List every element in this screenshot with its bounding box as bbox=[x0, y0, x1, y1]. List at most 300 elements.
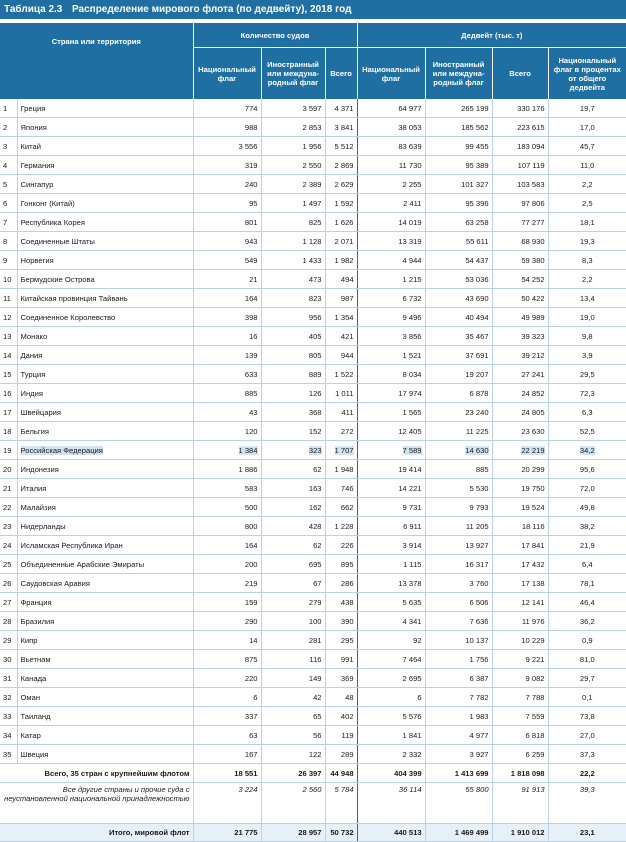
cell-dwt-total bbox=[492, 137, 548, 156]
cell-ships-foreign bbox=[261, 441, 325, 460]
cell-dwt-foreign-value: 54 437 bbox=[465, 255, 489, 265]
cell-ships-total-value: 48 bbox=[345, 692, 354, 702]
table-row bbox=[0, 707, 626, 726]
row-number: 31 bbox=[0, 669, 17, 688]
row-number: 13 bbox=[0, 327, 17, 346]
table-row bbox=[0, 650, 626, 669]
cell-dwt-foreign bbox=[425, 441, 492, 460]
cell-share bbox=[548, 346, 626, 365]
country-name-text: Гонконг (Китай) bbox=[20, 198, 75, 208]
cell-ships-total-value: 895 bbox=[340, 559, 354, 569]
cell-ships-national-value: 875 bbox=[244, 654, 258, 664]
cell-ships-national-value: 159 bbox=[244, 597, 258, 607]
cell-dwt-national-value: 6 bbox=[417, 692, 422, 702]
cell-share-value: 6,4 bbox=[582, 559, 593, 569]
cell-dwt-foreign bbox=[425, 194, 492, 213]
cell-ships-national-value: 290 bbox=[244, 616, 258, 626]
cell-dwt-foreign-value: 11 205 bbox=[465, 521, 489, 531]
table-header bbox=[0, 23, 626, 99]
cell-dwt-national-value: 83 639 bbox=[398, 141, 422, 151]
row-number: 19 bbox=[0, 441, 17, 460]
cell-ships-national-value: 800 bbox=[244, 521, 258, 531]
cell-dwt-national-value: 4 341 bbox=[402, 616, 422, 626]
country-name-text: Таиланд bbox=[20, 711, 51, 721]
cell-share-value: 73,8 bbox=[579, 711, 595, 721]
cell-ships-foreign bbox=[261, 593, 325, 612]
cell-dwt-total bbox=[492, 194, 548, 213]
cell-dwt-national bbox=[357, 308, 425, 327]
cell-ships-national bbox=[193, 156, 261, 175]
cell-dwt-total bbox=[492, 118, 548, 137]
cell-dwt-national bbox=[357, 270, 425, 289]
cell-ships-foreign-value: 56 bbox=[313, 730, 322, 740]
cell-dwt-national bbox=[357, 213, 425, 232]
cell-dwt-national bbox=[357, 346, 425, 365]
cell-ships-foreign-value: 3 597 bbox=[302, 103, 322, 113]
cell-ships-foreign-value: 405 bbox=[308, 331, 322, 341]
cell-dwt-national-value: 7 464 bbox=[402, 654, 422, 664]
table-row bbox=[0, 745, 626, 764]
cell-ships-total-value: 944 bbox=[340, 350, 354, 360]
cell-ships-national bbox=[193, 498, 261, 517]
grand-dwt-national: 440 513 bbox=[357, 824, 425, 842]
cell-dwt-national bbox=[357, 384, 425, 403]
country-name-text: Нидерланды bbox=[20, 521, 66, 531]
table-row bbox=[0, 251, 626, 270]
country-name bbox=[17, 441, 193, 460]
cell-dwt-foreign-value: 7 636 bbox=[469, 616, 489, 626]
cell-dwt-national-value: 2 411 bbox=[403, 198, 422, 208]
cell-share bbox=[548, 650, 626, 669]
cell-ships-total-value: 411 bbox=[341, 407, 354, 417]
row-number: 12 bbox=[0, 308, 17, 327]
country-name bbox=[17, 726, 193, 745]
cell-share-value: 29,5 bbox=[579, 369, 595, 379]
cell-ships-national bbox=[193, 270, 261, 289]
cell-dwt-national bbox=[357, 137, 425, 156]
row-number: 26 bbox=[0, 574, 17, 593]
table-row bbox=[0, 137, 626, 156]
country-name bbox=[17, 232, 193, 251]
col-group-ships: Количество судов bbox=[193, 23, 357, 48]
cell-share bbox=[548, 365, 626, 384]
cell-ships-national-value: 219 bbox=[244, 578, 258, 588]
cell-ships-total bbox=[325, 517, 357, 536]
cell-share bbox=[548, 118, 626, 137]
cell-share bbox=[548, 745, 626, 764]
cell-share-value: 9,8 bbox=[582, 331, 593, 341]
cell-share-value: 19,7 bbox=[579, 103, 595, 113]
cell-dwt-national bbox=[357, 688, 425, 707]
cell-ships-foreign-value: 42 bbox=[313, 692, 322, 702]
cell-dwt-national-value: 19 414 bbox=[398, 464, 422, 474]
cell-ships-national bbox=[193, 517, 261, 536]
cell-dwt-foreign bbox=[425, 384, 492, 403]
cell-share-value: 8,3 bbox=[582, 255, 593, 265]
table-row bbox=[0, 365, 626, 384]
cell-ships-national bbox=[193, 593, 261, 612]
table-row bbox=[0, 479, 626, 498]
cell-dwt-foreign-value: 9 793 bbox=[469, 502, 489, 512]
cell-ships-foreign-value: 2 853 bbox=[302, 122, 322, 132]
cell-dwt-total-value: 20 299 bbox=[521, 464, 545, 474]
cell-dwt-foreign bbox=[425, 99, 492, 118]
cell-dwt-national-value: 5 576 bbox=[402, 711, 422, 721]
table-row bbox=[0, 593, 626, 612]
country-name-text: Греция bbox=[20, 103, 46, 113]
cell-dwt-total bbox=[492, 403, 548, 422]
cell-dwt-foreign-value: 6 878 bbox=[469, 388, 489, 398]
cell-dwt-total bbox=[492, 327, 548, 346]
cell-dwt-total bbox=[492, 441, 548, 460]
cell-dwt-national bbox=[357, 289, 425, 308]
country-name-text: Бельгия bbox=[20, 426, 49, 436]
cell-ships-foreign-value: 1 128 bbox=[302, 236, 322, 246]
cell-share bbox=[548, 232, 626, 251]
country-name bbox=[17, 175, 193, 194]
row-number: 5 bbox=[0, 175, 17, 194]
country-name-text: Бразилия bbox=[20, 616, 55, 626]
cell-dwt-total-value: 9 221 bbox=[525, 654, 545, 664]
cell-share bbox=[548, 289, 626, 308]
country-name-text: Соединенное Королевство bbox=[20, 312, 116, 322]
cell-share-value: 19,0 bbox=[579, 312, 595, 322]
cell-dwt-total bbox=[492, 593, 548, 612]
cell-share bbox=[548, 479, 626, 498]
cell-ships-national bbox=[193, 327, 261, 346]
cell-ships-national bbox=[193, 688, 261, 707]
cell-ships-national bbox=[193, 631, 261, 650]
table-row bbox=[0, 194, 626, 213]
cell-dwt-national-value: 12 405 bbox=[398, 426, 422, 436]
cell-ships-foreign-value: 1 433 bbox=[302, 255, 322, 265]
cell-ships-national bbox=[193, 232, 261, 251]
country-name bbox=[17, 460, 193, 479]
col-header-country: Страна или территория bbox=[0, 23, 193, 99]
table-title-bar bbox=[0, 0, 626, 19]
country-name-text: Италия bbox=[20, 483, 47, 493]
country-name bbox=[17, 289, 193, 308]
cell-share bbox=[548, 498, 626, 517]
country-name-text: Индия bbox=[20, 388, 43, 398]
country-name bbox=[17, 403, 193, 422]
cell-ships-foreign-value: 62 bbox=[313, 540, 322, 550]
cell-dwt-national-value: 17 974 bbox=[398, 388, 422, 398]
country-name bbox=[17, 270, 193, 289]
country-name bbox=[17, 213, 193, 232]
country-name-text: Российская Федерация bbox=[20, 445, 103, 455]
cell-share bbox=[548, 669, 626, 688]
cell-ships-total-value: 1 354 bbox=[334, 312, 354, 322]
country-name-text: Швейцария bbox=[20, 407, 62, 417]
country-name bbox=[17, 650, 193, 669]
cell-ships-total-value: 991 bbox=[340, 654, 354, 664]
cell-dwt-total bbox=[492, 707, 548, 726]
cell-ships-national bbox=[193, 99, 261, 118]
cell-share-value: 6,3 bbox=[582, 407, 593, 417]
country-name-text: Китай bbox=[20, 141, 42, 151]
cell-share-value: 2,2 bbox=[582, 274, 593, 284]
cell-ships-total-value: 1 982 bbox=[334, 255, 354, 265]
country-name bbox=[17, 498, 193, 517]
row-number: 15 bbox=[0, 365, 17, 384]
cell-dwt-national bbox=[357, 555, 425, 574]
cell-dwt-foreign bbox=[425, 631, 492, 650]
row-number: 21 bbox=[0, 479, 17, 498]
cell-share-value: 34,2 bbox=[579, 445, 595, 455]
cell-dwt-total bbox=[492, 156, 548, 175]
cell-ships-total-value: 1 948 bbox=[334, 464, 354, 474]
table-row bbox=[0, 498, 626, 517]
grand-ships-foreign: 28 957 bbox=[261, 824, 325, 842]
cell-dwt-foreign-value: 23 240 bbox=[465, 407, 489, 417]
cell-ships-national-value: 240 bbox=[244, 179, 258, 189]
cell-dwt-national bbox=[357, 574, 425, 593]
cell-dwt-foreign-value: 10 137 bbox=[465, 635, 489, 645]
cell-ships-foreign-value: 428 bbox=[308, 521, 322, 531]
cell-dwt-foreign bbox=[425, 593, 492, 612]
table-row bbox=[0, 270, 626, 289]
cell-share bbox=[548, 460, 626, 479]
country-name-text: Германия bbox=[20, 160, 55, 170]
cell-dwt-total bbox=[492, 498, 548, 517]
country-name bbox=[17, 308, 193, 327]
cell-dwt-total-value: 59 380 bbox=[521, 255, 545, 265]
cell-ships-national-value: 6 bbox=[253, 692, 258, 702]
country-name-text: Бермудские Острова bbox=[20, 274, 95, 284]
cell-dwt-total-value: 49 989 bbox=[521, 312, 545, 322]
country-name bbox=[17, 536, 193, 555]
cell-ships-total-value: 987 bbox=[340, 293, 354, 303]
cell-share-value: 49,8 bbox=[579, 502, 595, 512]
cell-ships-national-value: 120 bbox=[244, 426, 258, 436]
country-name-text: Малайзия bbox=[20, 502, 56, 512]
cell-dwt-national bbox=[357, 99, 425, 118]
table-row bbox=[0, 175, 626, 194]
cell-dwt-national-value: 7 589 bbox=[402, 445, 422, 455]
cell-ships-total bbox=[325, 612, 357, 631]
cell-dwt-foreign bbox=[425, 289, 492, 308]
country-name-text: Китайская провинция Тайвань bbox=[20, 293, 128, 303]
cell-ships-total bbox=[325, 99, 357, 118]
other-label: Все другие страны и прочие суда с неустановленной национальной принадлежностью bbox=[0, 783, 193, 824]
cell-dwt-national bbox=[357, 669, 425, 688]
cell-dwt-national-value: 2 695 bbox=[402, 673, 422, 683]
cell-ships-total-value: 746 bbox=[340, 483, 354, 493]
cell-dwt-foreign-value: 95 396 bbox=[465, 198, 489, 208]
cell-ships-foreign bbox=[261, 137, 325, 156]
row-number: 1 bbox=[0, 99, 17, 118]
cell-dwt-foreign-value: 35 467 bbox=[465, 331, 489, 341]
other-ships-foreign: 2 560 bbox=[261, 783, 325, 824]
cell-ships-foreign-value: 62 bbox=[313, 464, 322, 474]
cell-dwt-foreign bbox=[425, 669, 492, 688]
cell-ships-national-value: 139 bbox=[244, 350, 258, 360]
cell-ships-total-value: 5 512 bbox=[334, 141, 354, 151]
cell-dwt-total-value: 9 082 bbox=[525, 673, 545, 683]
cell-share bbox=[548, 631, 626, 650]
cell-dwt-total-value: 223 615 bbox=[517, 122, 545, 132]
cell-dwt-total bbox=[492, 346, 548, 365]
cell-ships-total bbox=[325, 270, 357, 289]
cell-ships-foreign-value: 695 bbox=[308, 559, 322, 569]
cell-share bbox=[548, 441, 626, 460]
cell-ships-foreign bbox=[261, 631, 325, 650]
row-number: 17 bbox=[0, 403, 17, 422]
cell-ships-total bbox=[325, 251, 357, 270]
cell-ships-total bbox=[325, 346, 357, 365]
row-number: 32 bbox=[0, 688, 17, 707]
cell-dwt-total-value: 77 277 bbox=[521, 217, 545, 227]
country-name bbox=[17, 555, 193, 574]
country-name-text: Япония bbox=[20, 122, 47, 132]
cell-dwt-total-value: 24 852 bbox=[521, 388, 545, 398]
country-name bbox=[17, 99, 193, 118]
cell-share-value: 52,5 bbox=[579, 426, 595, 436]
cell-ships-foreign bbox=[261, 156, 325, 175]
country-name bbox=[17, 574, 193, 593]
country-name bbox=[17, 194, 193, 213]
cell-dwt-total-value: 17 138 bbox=[521, 578, 545, 588]
table-row bbox=[0, 346, 626, 365]
cell-ships-foreign bbox=[261, 99, 325, 118]
cell-dwt-national-value: 2 332 bbox=[402, 749, 422, 759]
country-name bbox=[17, 384, 193, 403]
cell-dwt-foreign-value: 63 258 bbox=[465, 217, 489, 227]
other-ships-national: 3 224 bbox=[193, 783, 261, 824]
cell-ships-national-value: 633 bbox=[244, 369, 258, 379]
cell-dwt-total bbox=[492, 175, 548, 194]
row-number: 28 bbox=[0, 612, 17, 631]
country-name-text: Индонезия bbox=[20, 464, 59, 474]
cell-dwt-total-value: 6 259 bbox=[525, 749, 545, 759]
cell-dwt-total bbox=[492, 536, 548, 555]
cell-ships-foreign bbox=[261, 327, 325, 346]
cell-dwt-foreign bbox=[425, 327, 492, 346]
cell-dwt-total bbox=[492, 517, 548, 536]
cell-dwt-foreign bbox=[425, 479, 492, 498]
cell-share bbox=[548, 574, 626, 593]
country-name-text: Вьетнам bbox=[20, 654, 51, 664]
table-row bbox=[0, 289, 626, 308]
table-row bbox=[0, 232, 626, 251]
country-name-text: Саудовская Аравия bbox=[20, 578, 90, 588]
cell-ships-national bbox=[193, 137, 261, 156]
cell-dwt-total bbox=[492, 289, 548, 308]
col-header-dwt-total: Всего bbox=[492, 48, 548, 100]
cell-ships-national bbox=[193, 536, 261, 555]
country-name-text: Франция bbox=[20, 597, 52, 607]
cell-ships-foreign bbox=[261, 669, 325, 688]
cell-ships-total-value: 369 bbox=[340, 673, 354, 683]
cell-dwt-foreign bbox=[425, 365, 492, 384]
cell-ships-national bbox=[193, 574, 261, 593]
grand-total-row bbox=[0, 824, 626, 842]
cell-ships-foreign-value: 473 bbox=[308, 274, 322, 284]
row-number: 24 bbox=[0, 536, 17, 555]
cell-dwt-foreign bbox=[425, 232, 492, 251]
cell-ships-total bbox=[325, 479, 357, 498]
cell-dwt-national bbox=[357, 498, 425, 517]
table-row bbox=[0, 555, 626, 574]
cell-ships-foreign bbox=[261, 707, 325, 726]
subtotal-ships-national: 18 551 bbox=[193, 764, 261, 783]
cell-dwt-national bbox=[357, 403, 425, 422]
cell-ships-national-value: 398 bbox=[244, 312, 258, 322]
cell-dwt-foreign-value: 3 927 bbox=[469, 749, 489, 759]
cell-dwt-national-value: 1 215 bbox=[402, 274, 422, 284]
cell-dwt-foreign bbox=[425, 460, 492, 479]
cell-ships-total-value: 1 626 bbox=[334, 217, 354, 227]
cell-ships-total bbox=[325, 175, 357, 194]
cell-ships-national-value: 1 384 bbox=[238, 445, 258, 455]
cell-dwt-total bbox=[492, 460, 548, 479]
country-name-text: Кипр bbox=[20, 635, 38, 645]
cell-dwt-foreign-value: 1 983 bbox=[469, 711, 489, 721]
cell-share bbox=[548, 213, 626, 232]
cell-dwt-national-value: 2 255 bbox=[402, 179, 422, 189]
cell-dwt-foreign-value: 185 562 bbox=[461, 122, 489, 132]
cell-ships-national-value: 14 bbox=[249, 635, 258, 645]
cell-dwt-total bbox=[492, 631, 548, 650]
cell-dwt-foreign-value: 11 225 bbox=[465, 426, 489, 436]
cell-ships-total-value: 295 bbox=[340, 635, 354, 645]
cell-ships-foreign bbox=[261, 365, 325, 384]
cell-dwt-total-value: 22 219 bbox=[521, 445, 545, 455]
cell-dwt-national bbox=[357, 536, 425, 555]
row-number: 10 bbox=[0, 270, 17, 289]
cell-ships-total bbox=[325, 631, 357, 650]
cell-dwt-total-value: 23 630 bbox=[521, 426, 545, 436]
cell-dwt-foreign-value: 14 630 bbox=[465, 445, 489, 455]
cell-dwt-total-value: 10 229 bbox=[521, 635, 545, 645]
cell-ships-foreign bbox=[261, 270, 325, 289]
cell-ships-foreign bbox=[261, 384, 325, 403]
cell-ships-total bbox=[325, 194, 357, 213]
cell-share-value: 36,2 bbox=[579, 616, 595, 626]
col-header-dwt-foreign: Иностранный или международный флаг bbox=[425, 48, 492, 100]
cell-ships-foreign-value: 889 bbox=[308, 369, 322, 379]
cell-dwt-national-value: 13 319 bbox=[398, 236, 422, 246]
cell-dwt-total bbox=[492, 745, 548, 764]
cell-ships-total bbox=[325, 156, 357, 175]
col-header-ships-foreign: Иностранный или международный флаг bbox=[261, 48, 325, 100]
col-group-dwt: Дедвейт (тыс. т) bbox=[357, 23, 626, 48]
table-row bbox=[0, 308, 626, 327]
cell-share bbox=[548, 327, 626, 346]
cell-ships-national-value: 164 bbox=[244, 293, 258, 303]
cell-share bbox=[548, 194, 626, 213]
country-name bbox=[17, 707, 193, 726]
row-number: 23 bbox=[0, 517, 17, 536]
cell-ships-national-value: 95 bbox=[249, 198, 258, 208]
cell-dwt-foreign-value: 6 387 bbox=[469, 673, 489, 683]
row-number: 6 bbox=[0, 194, 17, 213]
cell-dwt-total-value: 7 559 bbox=[525, 711, 545, 721]
cell-dwt-national-value: 14 221 bbox=[398, 483, 422, 493]
cell-dwt-total-value: 24 805 bbox=[521, 407, 545, 417]
cell-dwt-national-value: 9 496 bbox=[402, 312, 422, 322]
cell-share-value: 72,3 bbox=[579, 388, 595, 398]
country-name-text: Республика Корея bbox=[20, 217, 85, 227]
cell-dwt-national bbox=[357, 745, 425, 764]
cell-ships-foreign bbox=[261, 403, 325, 422]
cell-dwt-foreign-value: 885 bbox=[475, 464, 489, 474]
cell-ships-total bbox=[325, 460, 357, 479]
cell-dwt-foreign-value: 1 756 bbox=[469, 654, 489, 664]
cell-share-value: 29,7 bbox=[579, 673, 595, 683]
table-body bbox=[0, 99, 626, 842]
